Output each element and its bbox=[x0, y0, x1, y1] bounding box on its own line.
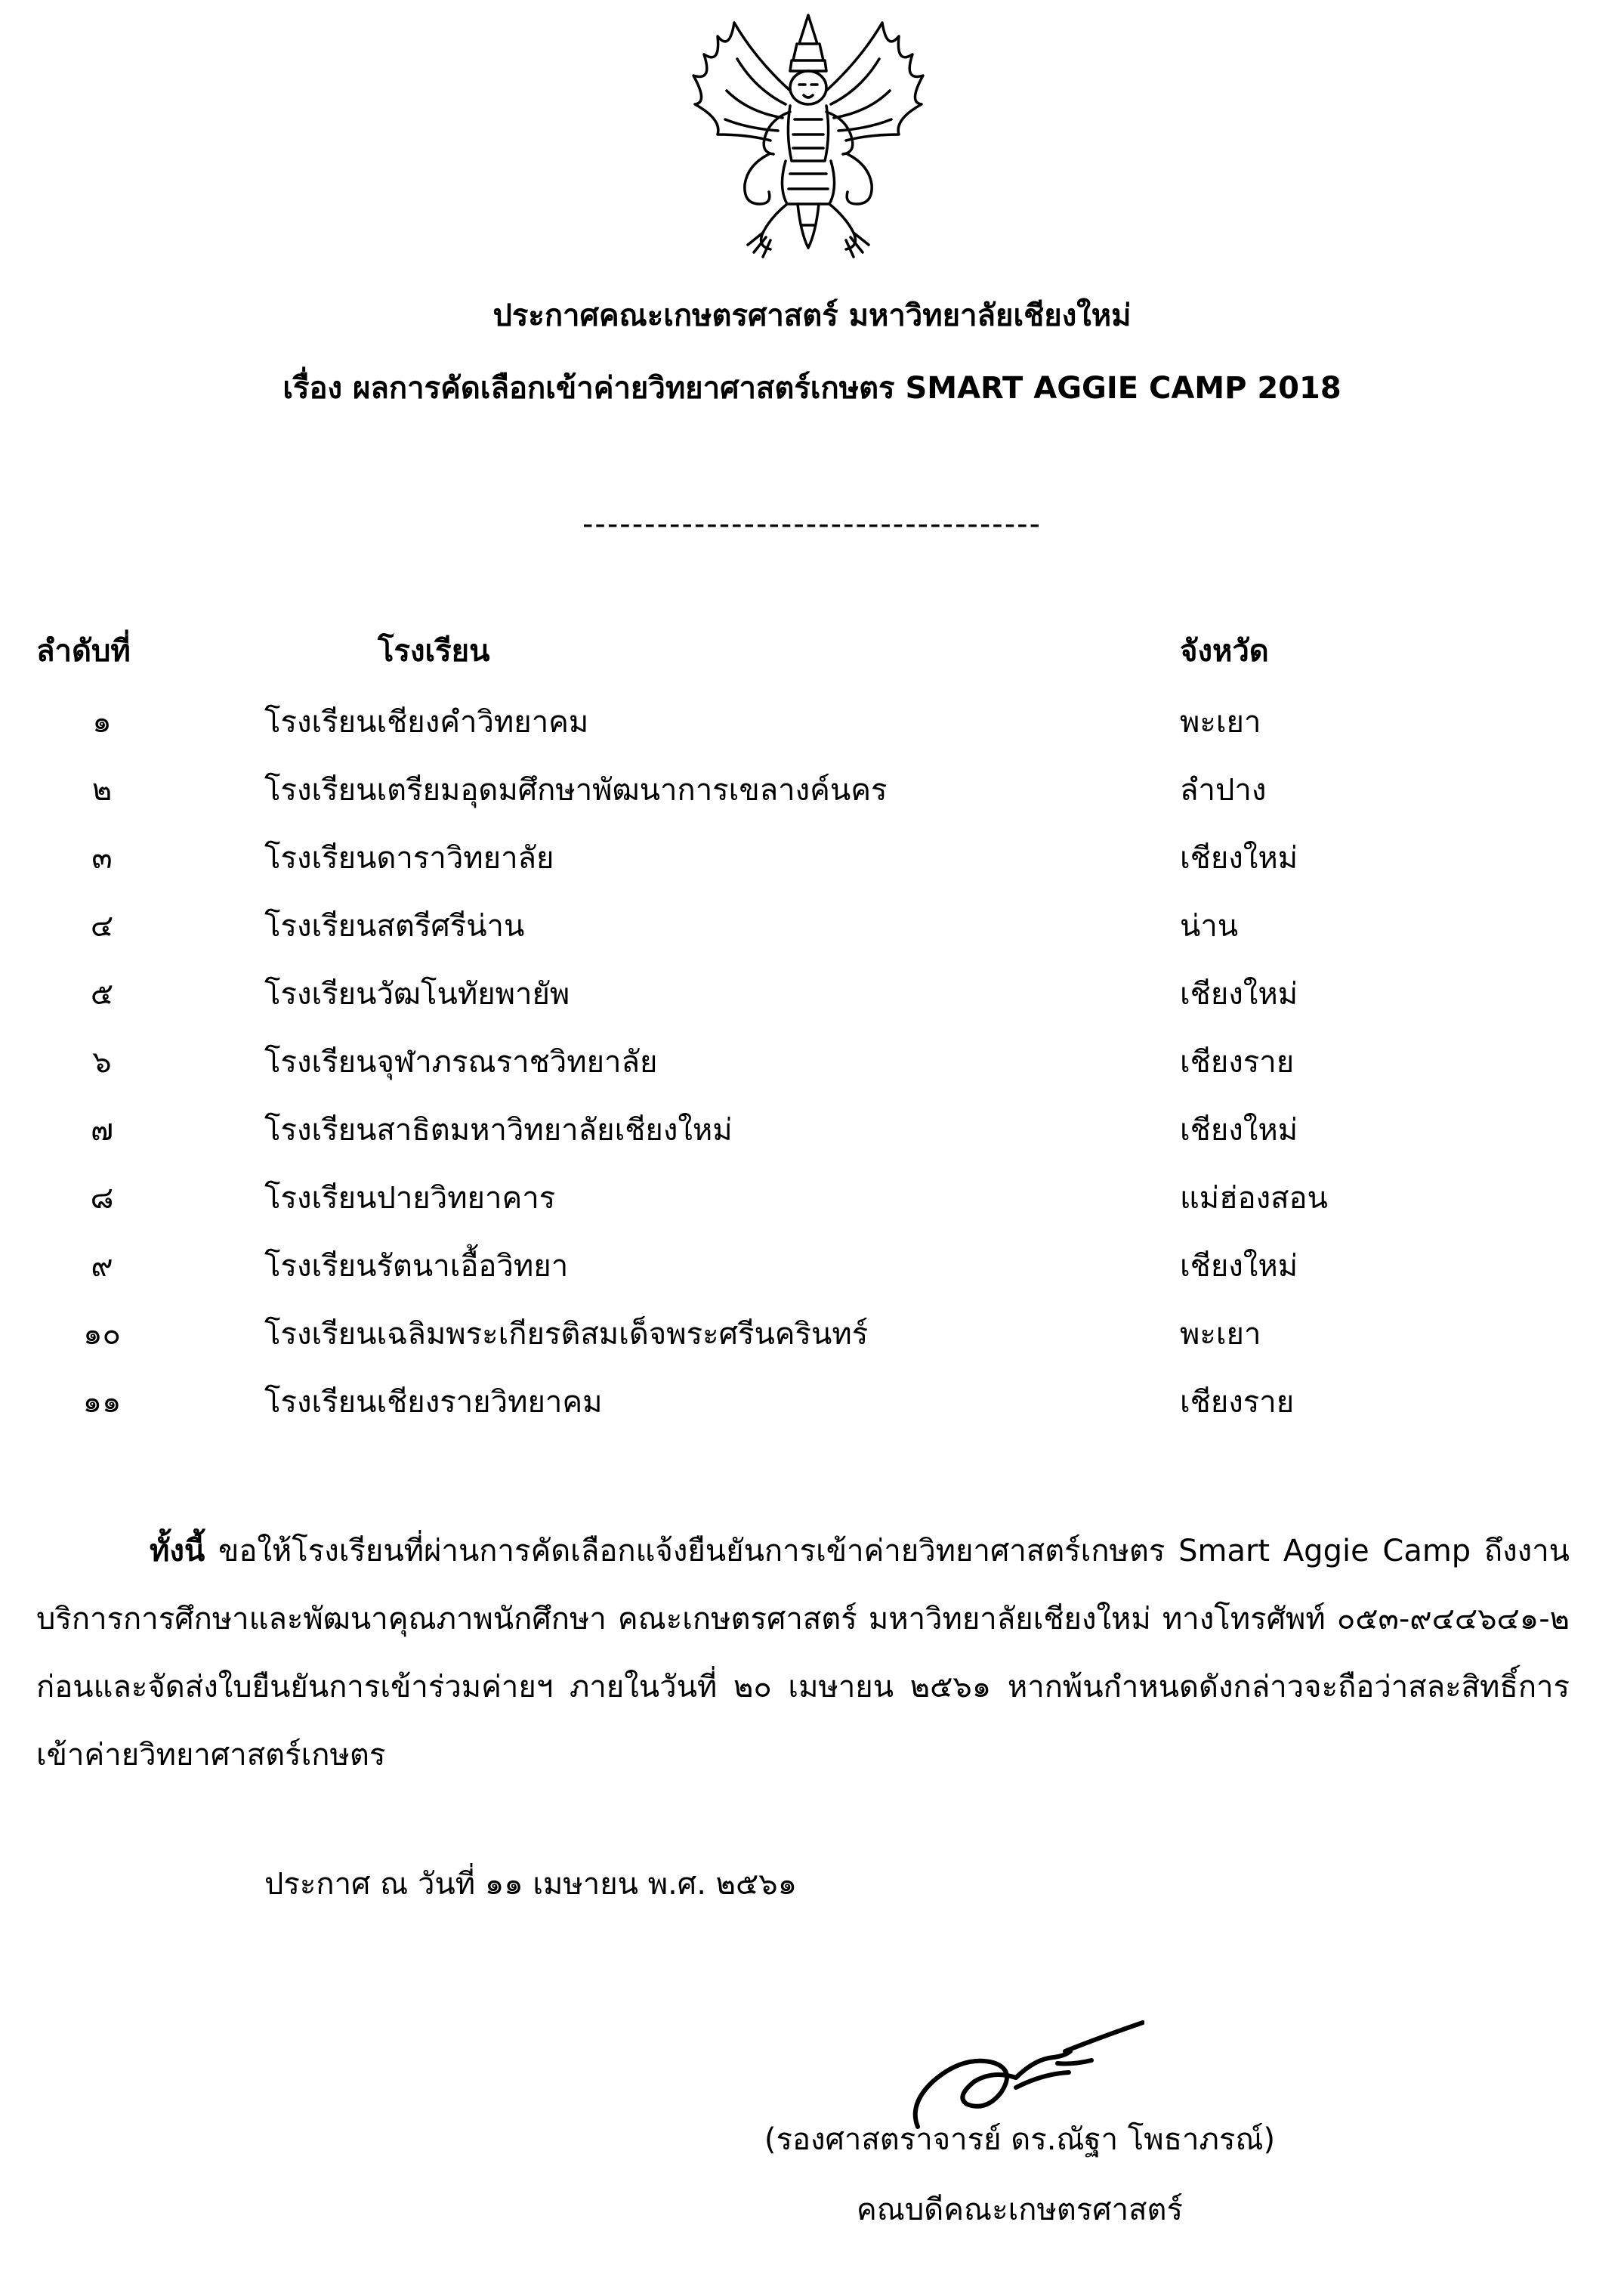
province-name: เชียงใหม่ bbox=[1180, 1249, 1298, 1284]
table-row bbox=[0, 1311, 1624, 1379]
table-row bbox=[0, 1039, 1624, 1107]
province-name: ลำปาง bbox=[1180, 773, 1267, 808]
row-number: ๔ bbox=[90, 909, 114, 944]
row-number: ๘ bbox=[90, 1181, 114, 1216]
row-number: ๖ bbox=[92, 1045, 112, 1080]
school-name: โรงเรียนสตรีศรีน่าน bbox=[264, 909, 525, 944]
row-number: ๑๑ bbox=[82, 1385, 122, 1420]
table-row bbox=[0, 1243, 1624, 1311]
row-number: ๒ bbox=[91, 773, 113, 808]
notice-text: ขอให้โรงเรียนที่ผ่านการคัดเลือกแจ้งยืนยันการเข้าค่ายวิทยาศาสตร์เกษตร Smart Aggie Camp ถึงงานบริการการศึกษาและพัฒนาคุณภาพนักศึกษา คณะเกษตรศาสตร์ มหาวิทยาลัยเชียงใหม่ ทางโทรศัพท์ ๐๕๓-๙๔๔๖๔๑-๒ ก่อนและจัดส่งใบยืนยันการเข้าร่วมค่ายฯ ภายในวันที่ ๒๐ เมษายน ๒๕๖๑ หากพ้นกำหนดดังกล่าวจะถือว่าสละสิทธิ์การเข้าค่ายวิทยาศาสตร์เกษตร bbox=[36, 1534, 1570, 1772]
column-header-school: โรงเรียน bbox=[378, 634, 490, 669]
row-number: ๗ bbox=[90, 1113, 114, 1148]
table-row bbox=[0, 1175, 1624, 1243]
row-number: ๑๐ bbox=[83, 1317, 121, 1352]
notice-label: ทั้งนี้ bbox=[150, 1534, 205, 1568]
table-row bbox=[0, 767, 1624, 835]
school-name: โรงเรียนเตรียมอุดมศึกษาพัฒนาการเขลางค์นคร bbox=[264, 773, 888, 808]
table-row bbox=[0, 971, 1624, 1039]
province-name: เชียงใหม่ bbox=[1180, 841, 1298, 876]
school-name: โรงเรียนเชียงคำวิทยาคม bbox=[264, 705, 589, 740]
signatory-position: คณบดีคณะเกษตรศาสตร์ bbox=[856, 2193, 1184, 2227]
table-row bbox=[0, 699, 1624, 767]
school-name: โรงเรียนเชียงรายวิทยาคม bbox=[264, 1385, 603, 1420]
school-name: โรงเรียนวัฒโนทัยพายัพ bbox=[264, 977, 570, 1012]
signatory-name: (รองศาสตราจารย์ ดร.ณัฐา โพธาภรณ์) bbox=[764, 2122, 1276, 2157]
school-list bbox=[0, 699, 1624, 1447]
school-name: โรงเรียนปายวิทยาคาร bbox=[264, 1181, 556, 1216]
announcement-title: ประกาศคณะเกษตรศาสตร์ มหาวิทยาลัยเชียงใหม่ bbox=[492, 298, 1132, 333]
school-name: โรงเรียนจุฬาภรณราชวิทยาลัย bbox=[264, 1045, 658, 1080]
province-name: เชียงราย bbox=[1180, 1385, 1295, 1420]
school-name: โรงเรียนเฉลิมพระเกียรติสมเด็จพระศรีนครินทร์ bbox=[264, 1317, 869, 1352]
school-name: โรงเรียนสาธิตมหาวิทยาลัยเชียงใหม่ bbox=[264, 1113, 733, 1148]
province-name: พะเยา bbox=[1180, 1317, 1261, 1352]
row-number: ๕ bbox=[90, 977, 114, 1012]
school-name: โรงเรียนรัตนาเอื้อวิทยา bbox=[264, 1249, 569, 1284]
row-number: ๓ bbox=[91, 841, 113, 876]
school-name: โรงเรียนดาราวิทยาลัย bbox=[264, 841, 554, 876]
province-name: แม่ฮ่องสอน bbox=[1180, 1181, 1328, 1216]
province-name: เชียงราย bbox=[1180, 1045, 1295, 1080]
table-row bbox=[0, 835, 1624, 903]
table-row bbox=[0, 1379, 1624, 1447]
province-name: น่าน bbox=[1180, 909, 1239, 944]
table-row bbox=[0, 903, 1624, 971]
notice-paragraph bbox=[36, 1517, 1570, 1789]
column-header-order: ลำดับที่ bbox=[36, 634, 131, 669]
row-number: ๑ bbox=[92, 705, 112, 740]
column-header-province: จังหวัด bbox=[1180, 634, 1269, 669]
divider-line: ------------------------------------- bbox=[582, 507, 1042, 542]
province-name: พะเยา bbox=[1180, 705, 1261, 740]
row-number: ๙ bbox=[91, 1249, 113, 1284]
table-row bbox=[0, 1107, 1624, 1175]
province-name: เชียงใหม่ bbox=[1180, 977, 1298, 1012]
garuda-emblem-icon bbox=[672, 6, 944, 267]
announcement-subject: เรื่อง ผลการคัดเลือกเข้าค่ายวิทยาศาสตร์เกษตร SMART AGGIE CAMP 2018 bbox=[283, 371, 1341, 406]
announcement-date: ประกาศ ณ วันที่ ๑๑ เมษายน พ.ศ. ๒๕๖๑ bbox=[264, 1867, 798, 1902]
province-name: เชียงใหม่ bbox=[1180, 1113, 1298, 1148]
